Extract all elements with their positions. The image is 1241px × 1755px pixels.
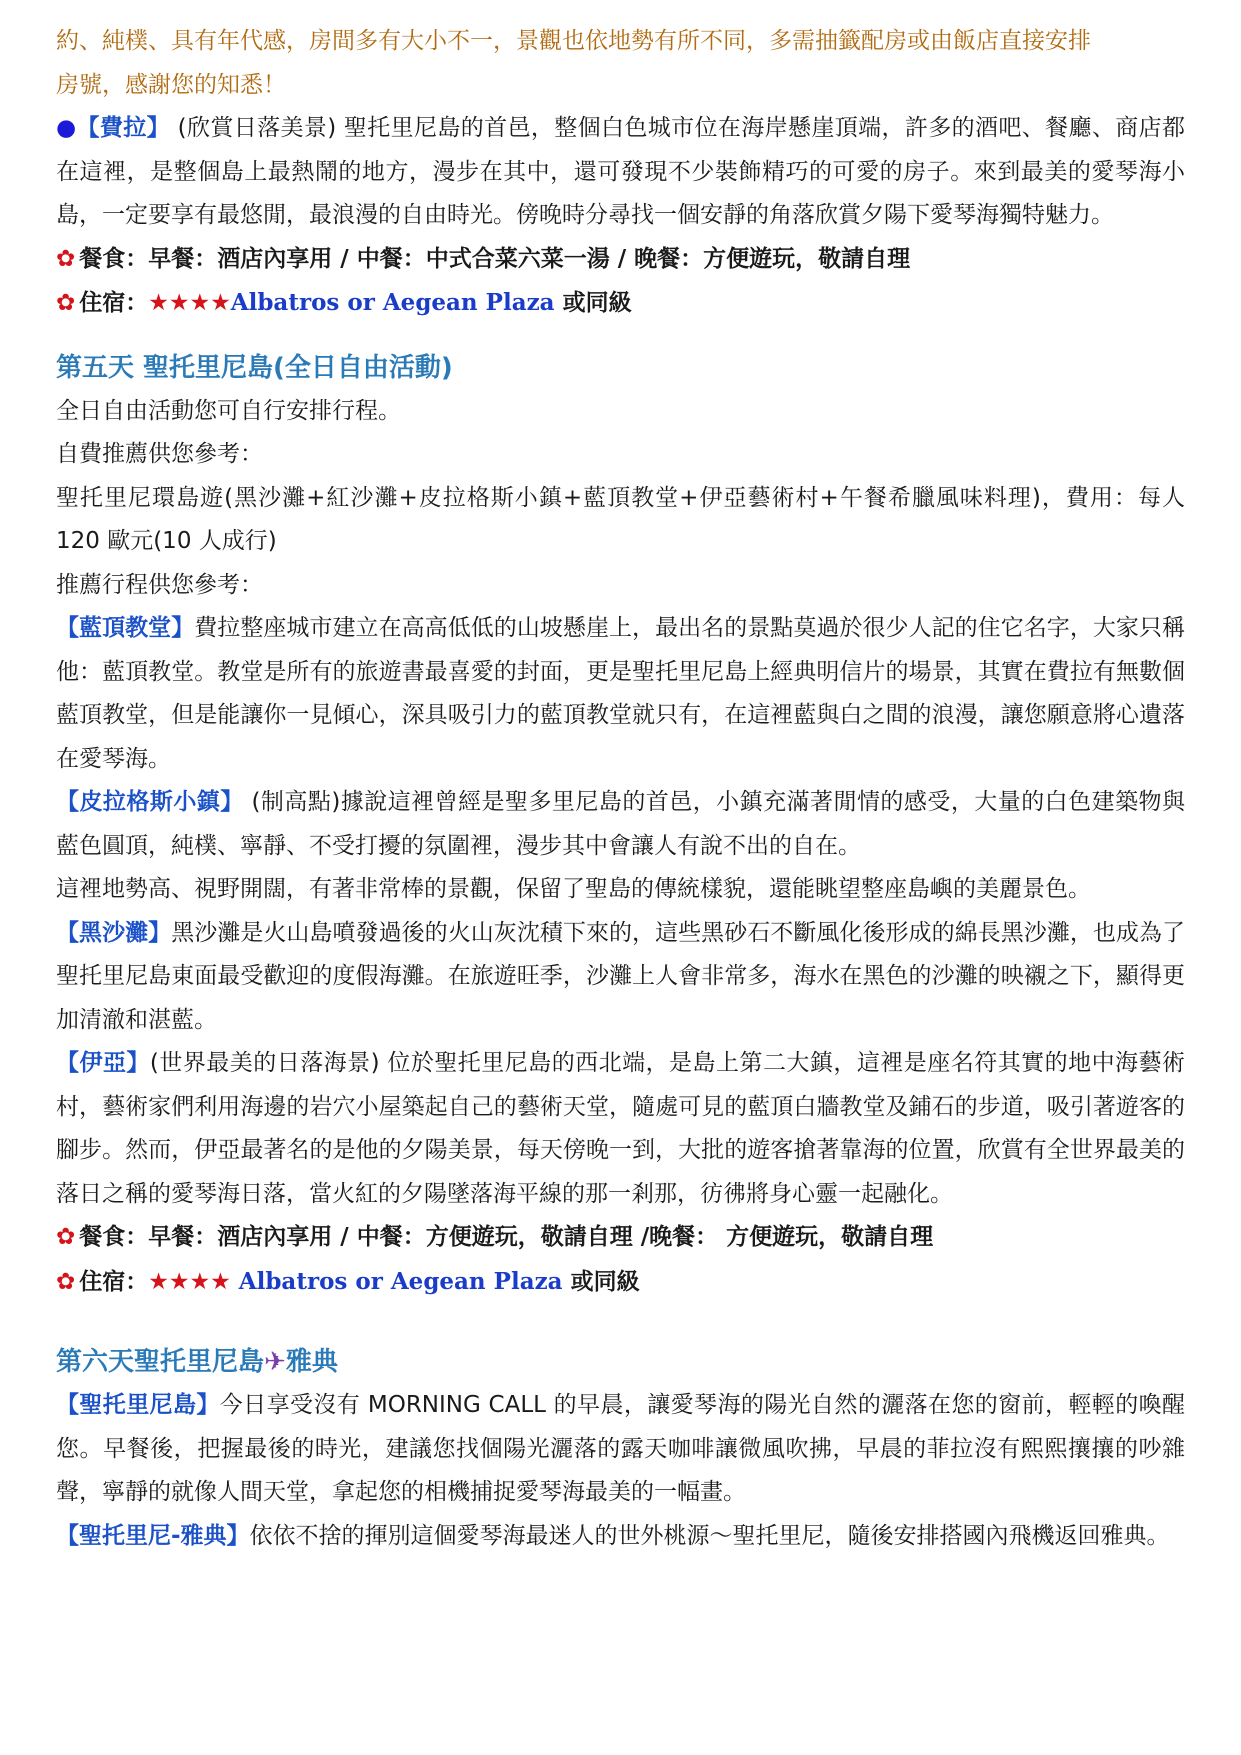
day5-meal: [56, 1216, 1185, 1260]
santorini-title: 【聖托里尼島】: [56, 1392, 220, 1418]
star-rating: ★★★★: [148, 1268, 239, 1295]
lodging-label: 住宿：: [79, 1268, 149, 1295]
airplane-icon: ✈: [264, 1347, 286, 1377]
oia-paragraph: [56, 1042, 1185, 1216]
day6-heading-origin: 第六天聖托里尼島: [56, 1347, 265, 1377]
santorini-text: 今日享受沒有 MORNING CALL 的早晨，讓愛琴海的陽光自然的灑落在您的窗前，輕輕的喚醒您。早餐後，把握最後的時光，建議您找個陽光灑落的露天咖啡讓微風吹拂，早晨的菲拉沒有熙熙攘攘的吵雜聲，寧靜的就像人間天堂，拿起您的相機捕捉愛琴海最美的一幅畫。: [56, 1392, 1185, 1505]
fira-title: 【費拉】: [76, 115, 170, 141]
hotel-name: Albatros or Aegean Plaza: [238, 1267, 563, 1295]
santorini-paragraph: [56, 1384, 1185, 1515]
lodging-suffix: 或同級: [562, 1268, 640, 1295]
lodging-suffix: 或同級: [554, 290, 632, 316]
day5-lodging: [56, 1260, 1185, 1305]
black-beach-title: 【黑沙灘】: [56, 919, 172, 946]
flower-icon: ✿: [56, 1224, 76, 1250]
flower-icon: ✿: [56, 290, 76, 316]
day4-meal-text: 餐食：早餐：酒店內享用 / 中餐：中式合菜六菜一湯 / 晚餐：方便遊玩，敬請自理: [79, 245, 911, 272]
hotel-notice: [56, 20, 1185, 107]
day4-meal: [56, 238, 1185, 282]
pyrgos-text: (制高點)據說這裡曾經是聖多里尼島的首邑，小鎮充滿著閒情的感受，大量的白色建築物與藍色圓頂，純樸、寧靜、不受打擾的氛圍裡，漫步其中會讓人有說不出的自在。: [56, 789, 1185, 859]
star-rating: ★★★★: [148, 290, 231, 316]
hotel-notice-line-2: 房號，感謝您的知悉！: [56, 71, 286, 98]
transfer-text: 依依不捨的揮別這個愛琴海最迷人的世外桃源～聖托里尼，隨後安排搭國內飛機返回雅典。: [249, 1522, 1170, 1549]
flower-icon: ✿: [56, 1268, 76, 1295]
transfer-title: 【聖托里尼-雅典】: [56, 1522, 250, 1549]
day6-heading-destination: 雅典: [285, 1347, 338, 1377]
blue-dome-text: 費拉整座城市建立在高高低低的山坡懸崖上，最出名的景點莫過於很少人記的住它名字，大家只稱他：藍頂教堂。教堂是所有的旅遊書最喜愛的封面，更是聖托里尼島上經典明信片的場景，其實在費拉有無數個藍頂教堂，但是能讓你一見傾心，深具吸引力的藍頂教堂就只有，在這裡藍與白之間的浪漫，讓您願意將心遺落在愛琴海。: [56, 615, 1186, 772]
day5-optional-tour: 聖托里尼環島遊(黑沙灘+紅沙灘+皮拉格斯小鎮+藍頂教堂+伊亞藝術村+午餐希臘風味料理)，費用：每人 120 歐元(10 人成行): [56, 484, 1185, 554]
flower-icon: ✿: [56, 245, 76, 272]
hotel-notice-line-1: 約、純樸、具有年代感，房間多有大小不一，景觀也依地勢有所不同，多需抽籤配房或由飯店直接安排: [56, 28, 1091, 54]
blue-dome-paragraph: [56, 607, 1185, 781]
black-beach-text: 黑沙灘是火山島噴發過後的火山灰沈積下來的，這些黑砂石不斷風化後形成的綿長黑沙灘，也成為了聖托里尼島東面最受歡迎的度假海灘。在旅遊旺季，沙灘上人會非常多，海水在黑色的沙灘的映襯之下，顯得更加清澈和湛藍。: [56, 919, 1186, 1033]
black-beach-paragraph: [56, 912, 1185, 1043]
pyrgos-paragraph: [56, 781, 1185, 868]
hotel-name: Albatros or Aegean Plaza: [230, 289, 555, 316]
day4-lodging: [56, 281, 1185, 326]
fira-text: (欣賞日落美景) 聖托里尼島的首邑，整個白色城市位在海岸懸崖頂端，許多的酒吧、餐廳、商店都在這裡，是整個島上最熱鬧的地方，漫步在其中，還可發現不少裝飾精巧的可愛的房子。來到最美的愛琴海小島，一定要享有最悠閒，最浪漫的自由時光。傍晚時分尋找一個安靜的角落欣賞夕陽下愛琴海獨特魅力。: [56, 115, 1185, 228]
oia-title: 【伊亞】: [56, 1050, 150, 1076]
day5-meal-text: 餐食：早餐：酒店內享用 / 中餐：方便遊玩，敬請自理 /晚餐： 方便遊玩，敬請自理: [79, 1224, 934, 1250]
blue-dome-title: 【藍頂教堂】: [56, 615, 195, 641]
day5-free-activity: 全日自由活動您可自行安排行程。: [56, 397, 401, 424]
transfer-paragraph: [56, 1515, 1185, 1559]
pyrgos-paragraph-2: 這裡地勢高、視野開闊，有著非常棒的景觀，保留了聖島的傳統樣貌，還能眺望整座島嶼的美麗景色。: [56, 876, 1091, 902]
day6-heading: [56, 1340, 1185, 1384]
day5-optional-label: 自費推薦供您參考：: [56, 441, 263, 467]
day5-suggest-label: 推薦行程供您參考：: [56, 571, 263, 598]
oia-text: (世界最美的日落海景) 位於聖托里尼島的西北端，是島上第二大鎮，這裡是座名符其實的地中海藝術村，藝術家們利用海邊的岩穴小屋築起自己的藝術天堂，隨處可見的藍頂白牆教堂及鋪石的步道，吸引著遊客的腳步。然而，伊亞最著名的是他的夕陽美景，每天傍晚一到，大批的遊客搶著靠海的位置，欣賞有全世界最美的落日之稱的愛琴海日落，當火紅的夕陽墜落海平線的那一剎那，彷彿將身心靈一起融化。: [56, 1050, 1186, 1207]
bullet-icon: ●: [56, 115, 77, 141]
lodging-label: 住宿：: [79, 290, 149, 316]
pyrgos-title: 【皮拉格斯小鎮】: [56, 789, 244, 815]
fira-paragraph: [56, 107, 1185, 238]
day5-heading: 第五天 聖托里尼島(全日自由活動): [56, 352, 453, 383]
